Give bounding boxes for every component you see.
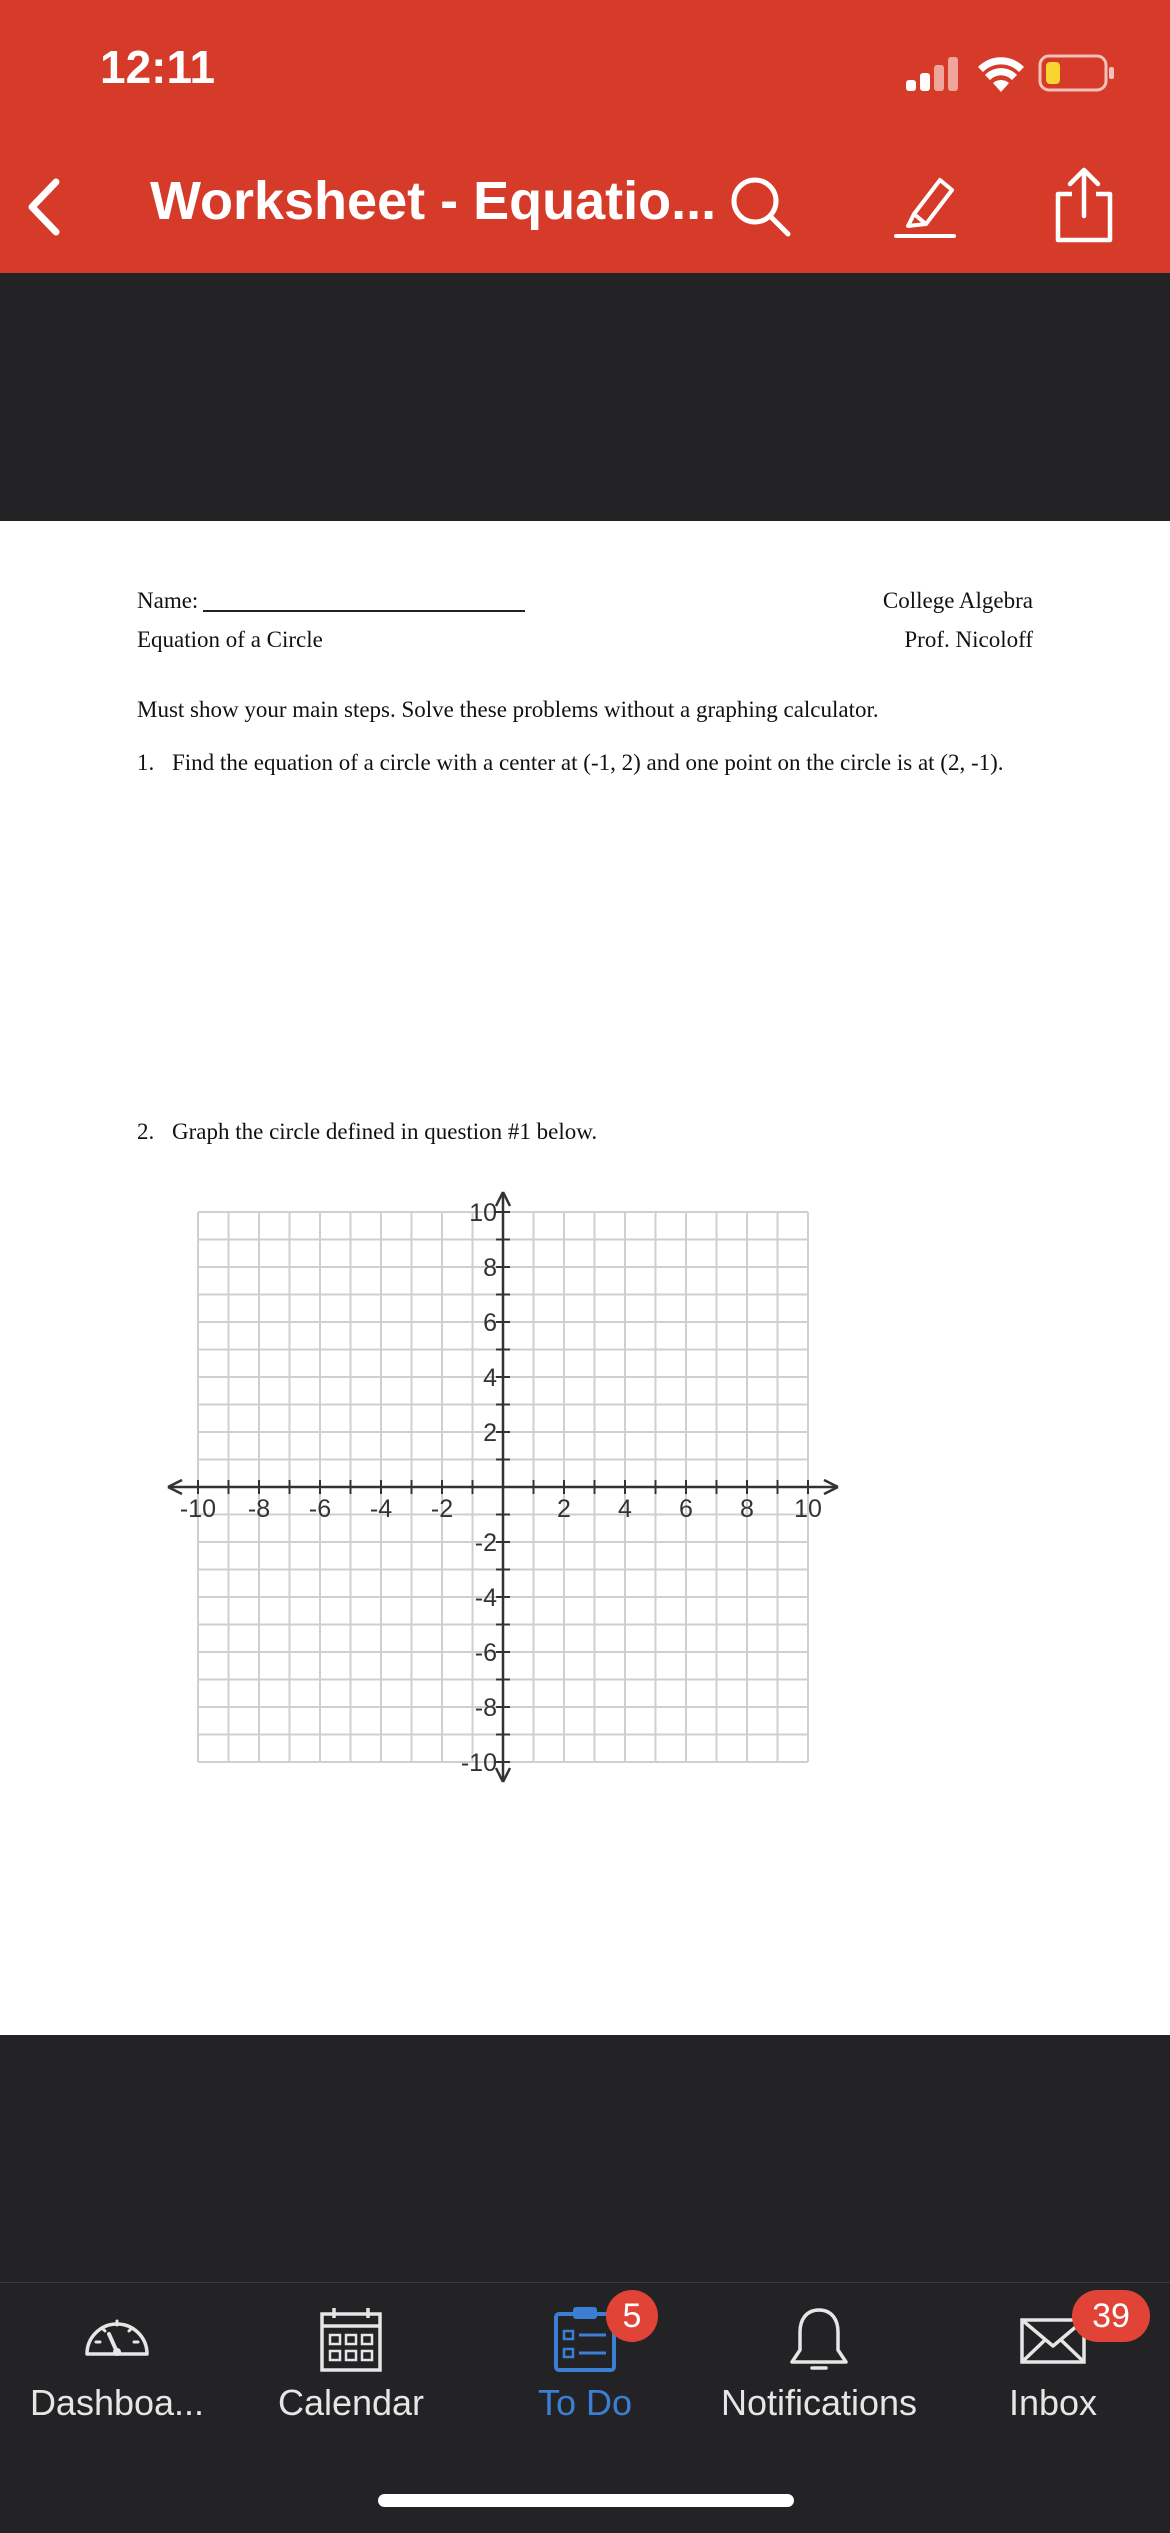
- coordinate-grid: [150, 1180, 860, 1800]
- todo-badge: 5: [606, 2290, 658, 2342]
- instructions: Must show your main steps. Solve these problems without a graphing calculator.: [137, 697, 879, 722]
- share-icon[interactable]: [1052, 164, 1116, 244]
- name-label: Name:: [137, 588, 199, 613]
- wifi-icon: [976, 54, 1026, 94]
- battery-icon: [1038, 54, 1116, 94]
- y-tick-label: 4: [483, 1364, 497, 1392]
- status-time: 12:11: [100, 41, 216, 93]
- tab-dashboard[interactable]: [0, 2290, 234, 2440]
- y-tick-label: -4: [474, 1584, 497, 1612]
- axes: [168, 1192, 838, 1782]
- calendar-icon: [316, 2304, 386, 2374]
- question-2-number: 2.: [137, 1119, 155, 1144]
- tab-label: Inbox: [1008, 2382, 1098, 2423]
- y-tick-label: 10: [469, 1199, 497, 1227]
- annotate-icon[interactable]: [892, 170, 958, 240]
- tab-todo[interactable]: [468, 2290, 702, 2440]
- signal-icon: [904, 56, 962, 92]
- x-tick-label: 8: [740, 1495, 754, 1523]
- y-tick-label: -2: [474, 1529, 497, 1557]
- tab-label: Calendar: [277, 2382, 425, 2423]
- document-title: Worksheet - Equatio...: [150, 171, 717, 231]
- x-tick-label: 6: [679, 1495, 693, 1523]
- search-icon[interactable]: [728, 174, 792, 238]
- y-tick-label: -10: [460, 1749, 497, 1777]
- name-line: [203, 610, 525, 612]
- y-tick-label: -8: [474, 1694, 497, 1722]
- dashboard-icon: [82, 2304, 152, 2374]
- question-2-text: Graph the circle defined in question #1 below.: [172, 1119, 598, 1144]
- x-tick-label: 2: [557, 1495, 571, 1523]
- home-indicator: [378, 2494, 794, 2507]
- x-tick-label: -2: [430, 1495, 454, 1523]
- x-tick-label: 10: [794, 1495, 822, 1523]
- question-1-number: 1.: [137, 750, 155, 775]
- y-tick-label: -6: [474, 1639, 497, 1667]
- y-tick-label: 2: [483, 1419, 497, 1447]
- tab-inbox[interactable]: [936, 2290, 1170, 2440]
- tab-label: Notifications: [720, 2382, 918, 2423]
- document-background: [0, 273, 1170, 521]
- y-tick-label: 6: [483, 1309, 497, 1337]
- tab-label: To Do: [537, 2382, 633, 2423]
- question-1-text: Find the equation of a circle with a center at (-1, 2) and one point on the circle is at (2, -1).: [172, 750, 1004, 775]
- worksheet-subtitle: Equation of a Circle: [137, 627, 323, 652]
- y-tick-label: 8: [483, 1254, 497, 1282]
- tab-calendar[interactable]: [234, 2290, 468, 2440]
- tab-notifications[interactable]: [702, 2290, 936, 2440]
- back-icon[interactable]: [22, 176, 66, 238]
- course-name: College Algebra: [882, 588, 1033, 613]
- bell-icon: [784, 2304, 854, 2374]
- professor-name: Prof. Nicoloff: [904, 627, 1033, 652]
- x-tick-label: -4: [369, 1495, 393, 1523]
- x-tick-label: -6: [308, 1495, 332, 1523]
- x-tick-label: -8: [247, 1495, 271, 1523]
- inbox-badge: 39: [1072, 2290, 1150, 2342]
- x-tick-label: -10: [179, 1495, 217, 1523]
- tab-label: Dashboa...: [29, 2382, 205, 2423]
- x-tick-label: 4: [618, 1495, 632, 1523]
